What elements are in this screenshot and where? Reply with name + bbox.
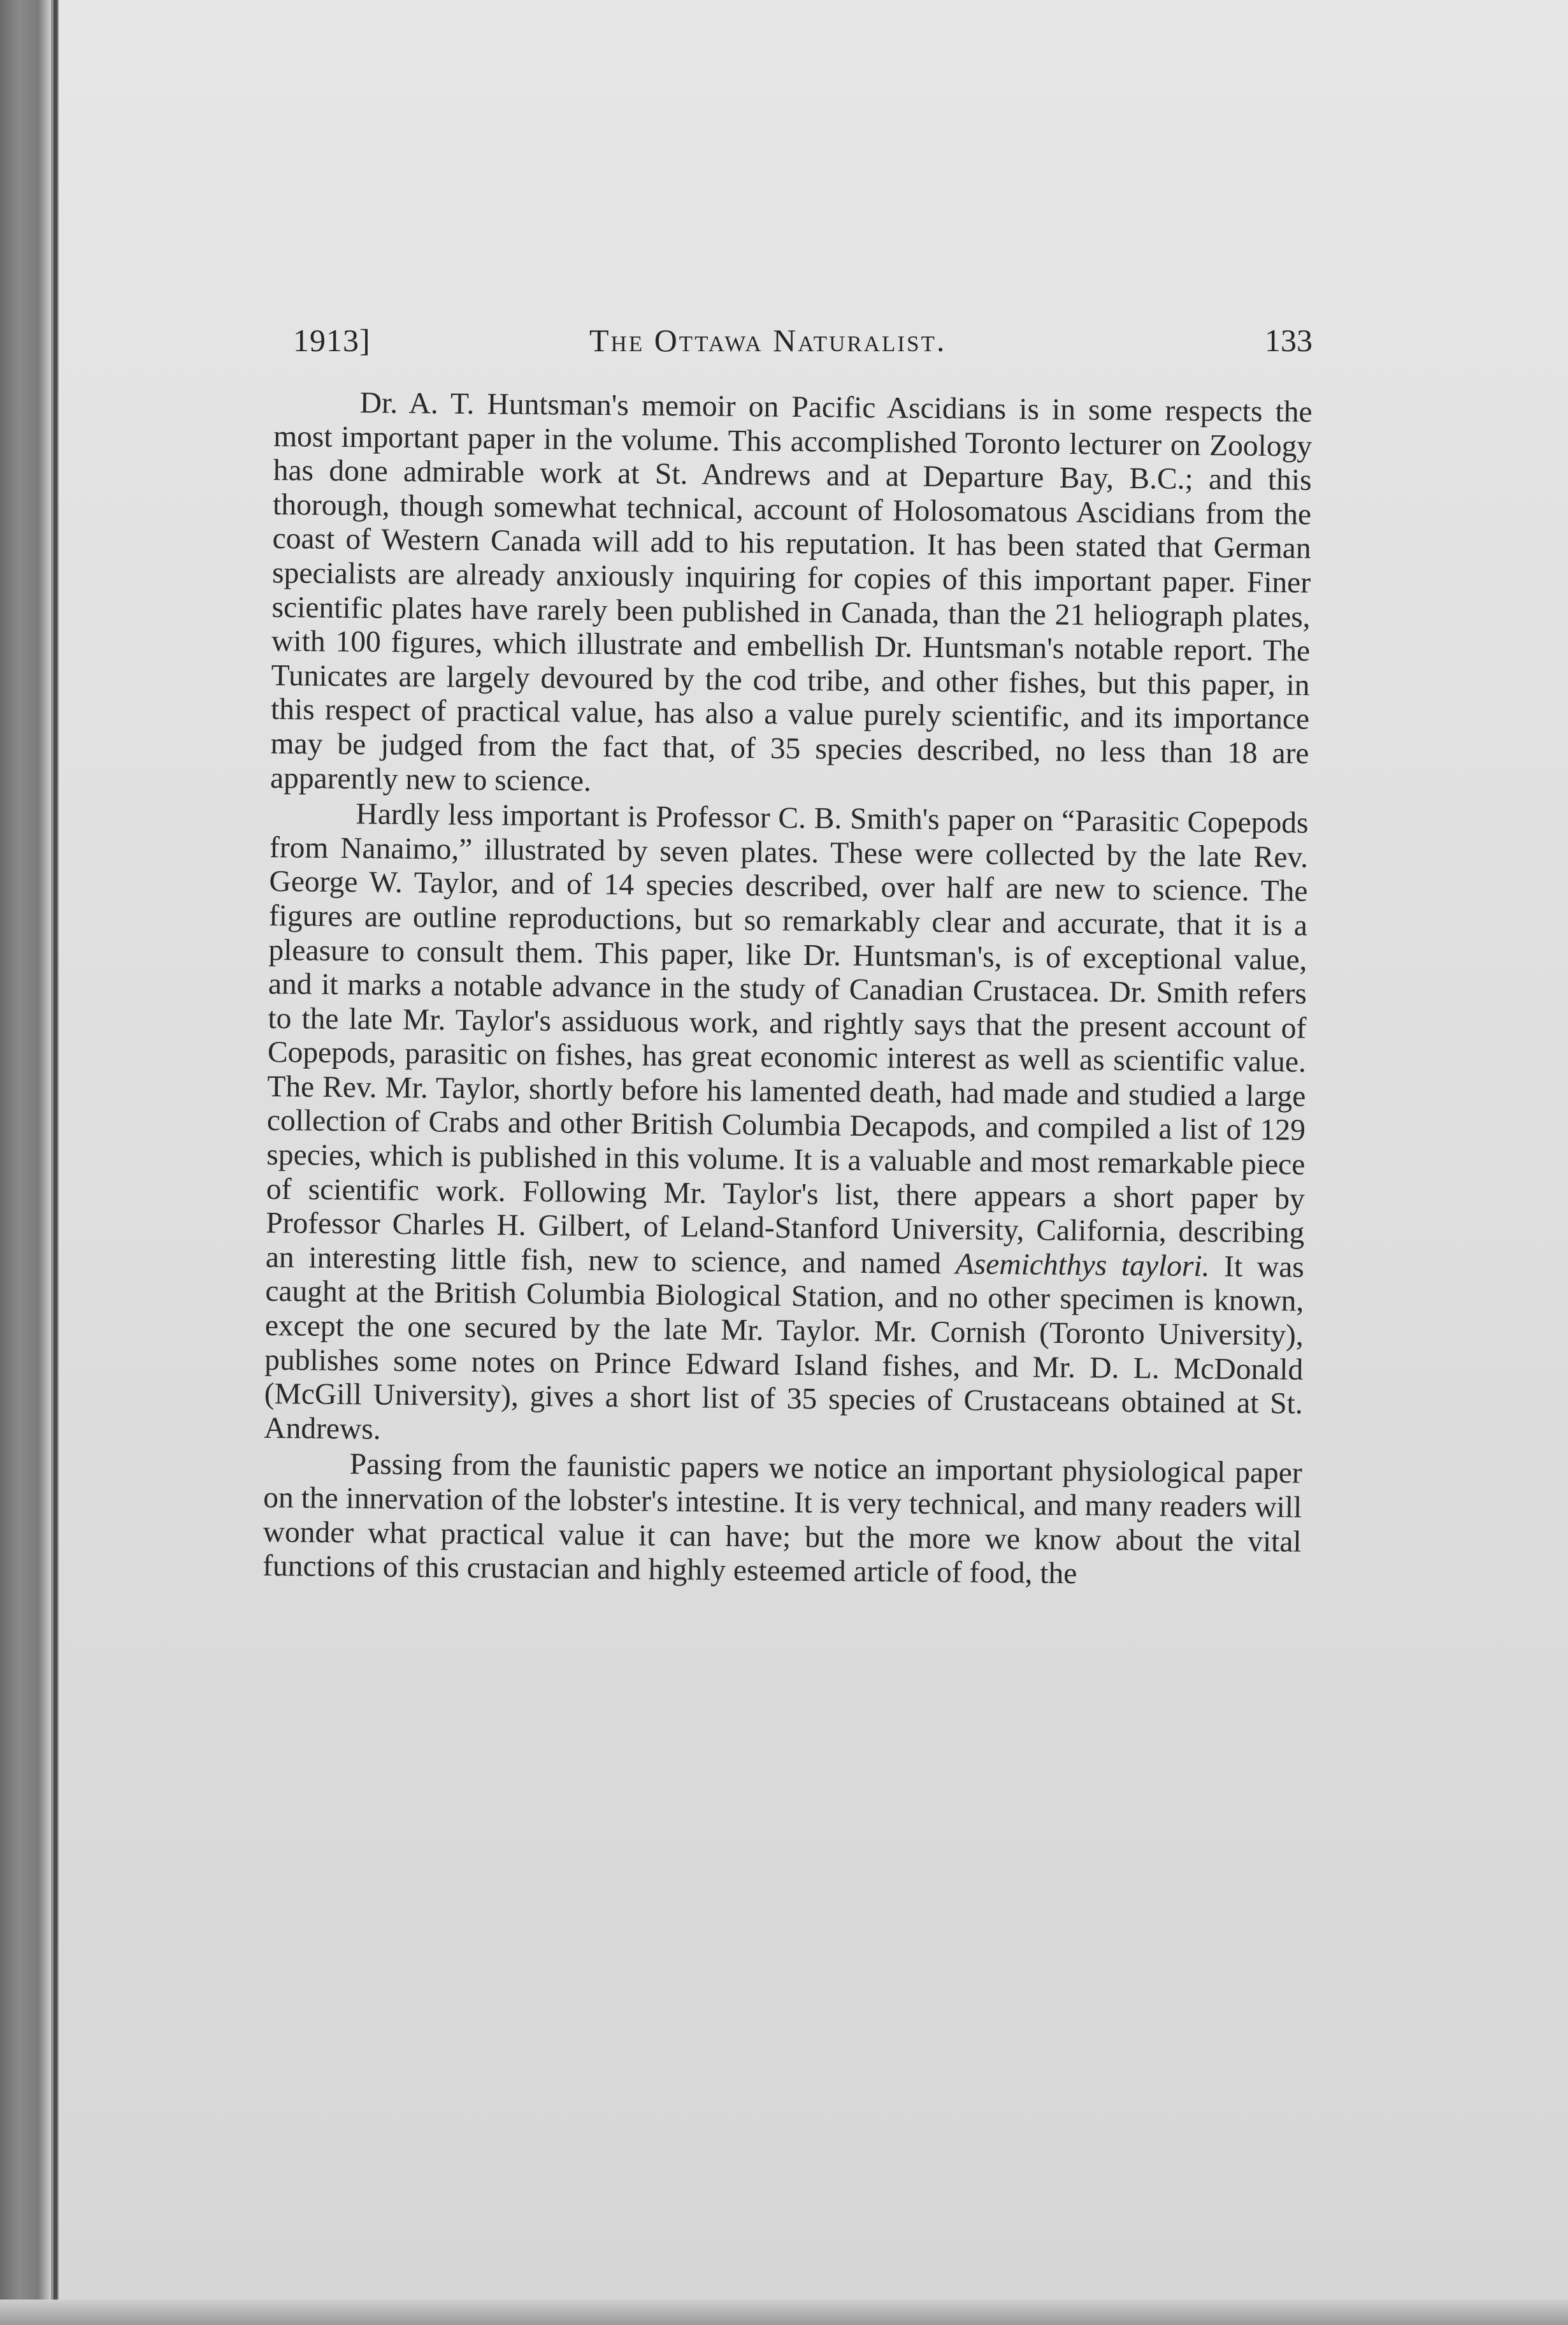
scan-left-margin xyxy=(0,0,51,2325)
running-head-year: 1913] xyxy=(293,322,371,358)
running-head-title: The Ottawa Naturalist. xyxy=(589,322,947,358)
paragraph-physiology xyxy=(263,1447,1302,1593)
paragraph-text-part: Hardly less important is Professor C. B. Smith's paper on “Parasitic Copepods from Nanaimo,” illustrated by seven plates. These were collected by the late Rev. George W. Taylor, and of 14 species described, over half are new to science. The figures are outline reproductions, but so remarkably clear and accurate, that it is a pleasure to consult them. This paper, like Dr. Huntsman's, is of exceptional value, and it marks a notable advance in the study of Canadian Crustacea. Dr. Smith refers to the late Mr. Taylor's assiduous work, and rightly says that the present account of Copepods, parasitic on fishes, has great economic interest as well as scientific value. The Rev. Mr. Taylor, shortly before his lamented death, had made and studied a large collection of Crabs and other British Columbia Decapods, and compiled a list of 129 species, which is published in this volume. It is a valuable and most remarkable piece of scientific work. Following Mr. Taylor's list, there appears a short paper by Professor Charles H. Gilbert, of Leland-Stanford University, California, describing an interesting little fish, new to science, and named xyxy=(265,797,1309,1281)
binding-edge xyxy=(54,0,57,2325)
body-text xyxy=(263,386,1313,1593)
paragraph-text: Passing from the faunistic papers we notice an important physiological paper on the innervation of the lobster's intestine. It is very technical, and many readers will wonder what practical value it can have; but the more we know about the vital functions of this crustacian and highly esteemed article of food, the xyxy=(262,1447,1302,1591)
running-header xyxy=(293,322,1313,366)
paragraph-text: Dr. A. T. Huntsman's memoir on Pacific Ascidians is in some respects the most important paper in the volume. This accomplished Toronto lecturer on Zoology has done admirable work at St. Andrews and at Departure Bay, B.C.; and this thorough, though somewhat technical, account of Holosomatous Ascidians from the coast of Western Canada will add to his reputation. It has been stated that German specialists are already anxiously inquiring for copies of this important paper. Finer scientific plates have rarely been published in Canada, than the 21 heliograph plates, with 100 figures, which illustrate and embellish Dr. Huntsman's notable report. The Tunicates are largely devoured by the cod tribe, and other fishes, but this paper, in this respect of practical value, has also a value purely scientific, and its importance may be judged from the fact that, of 35 species described, no less than 18 are apparently new to science. xyxy=(270,386,1313,798)
page-number: 133 xyxy=(1265,322,1313,358)
paragraph-huntsman xyxy=(270,386,1313,806)
species-name-italic: Asemichthys taylori. xyxy=(955,1247,1210,1284)
paragraph-smith xyxy=(264,797,1309,1456)
paragraph-text-part: It was caught at the British Columbia Biological Station, and no other specimen is known, except the one secured by the late Mr. Taylor. Mr. Cornish (Toronto University), publishes some notes on Prince Edward Island fishes, and Mr. D. L. McDonald (McGill University), gives a short list of 35 species of Crustaceans obtained at St. Andrews. xyxy=(264,1250,1305,1446)
scan-bottom-margin xyxy=(0,2300,1568,2325)
